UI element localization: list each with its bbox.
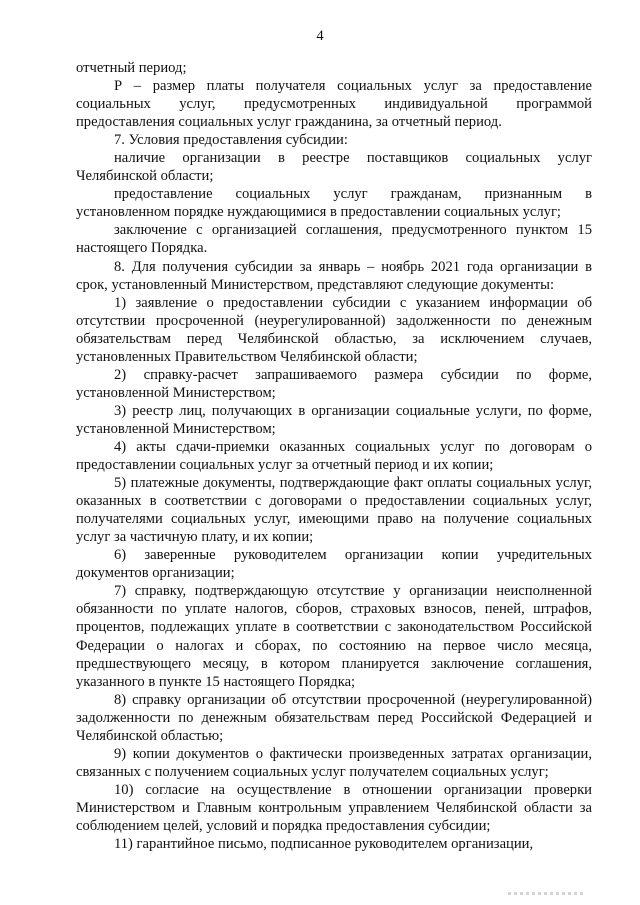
paragraph: Р – размер платы получателя социальных услуг за предоставление социальных услуг, предусмотренных индивидуальной программой предоставления социальных услуг гражданина, за отчетный период. (76, 78, 592, 131)
paragraph: 2) справку-расчет запрашиваемого размера субсидии по форме, установленной Министерством; (76, 366, 592, 401)
paragraph: 7. Условия предоставления субсидии: (114, 132, 348, 149)
paragraph: 7) справку, подтверждающую отсутствие у организации неисполненной обязанности по уплате налогов, сборов, страховых взносов, пеней, штрафов, процентов, подлежащих уплате в соответствии с законодательством Российской Федерации о налогах и сборах, по состоянию на первое число месяца, предшествующего месяцу, в котором планируется заключение соглашения, указанного в пункте 15 настоящего Порядка; (76, 583, 592, 690)
paragraph: 1) заявление о предоставлении субсидии с указанием информации об отсутствии просроченной (неурегулированной) задолженности по денежным обязательствам перед Челябинской областью, за исключением случаев, установленных Правительством Челябинской области; (76, 294, 592, 365)
paragraph: 4) акты сдачи-приемки оказанных социальных услуг по договорам о предоставлении социальных услуг за отчетный период и их копии; (76, 438, 592, 474)
paragraph: 3) реестр лиц, получающих в организации социальные услуги, по форме, установленной Министерством; (76, 402, 592, 437)
paragraph: 10) согласие на осуществление в отношении организации проверки Министерством и Главным контрольным управлением Челябинской области за соблюдением целей, условий и порядка предоставления субсидии; (76, 781, 592, 834)
paragraph: 9) копии документов о фактически произведенных затратах организации, связанных с получением социальных услуг получателем социальных услуг; (76, 745, 592, 780)
scan-artifact (508, 892, 586, 895)
paragraph: 8. Для получения субсидии за январь – ноябрь 2021 года организации в срок, установленный Министерством, представляют следующие документы: (76, 258, 592, 293)
paragraph: 5) платежные документы, подтверждающие факт оплаты социальных услуг, оказанных в соответствии с договорами о предоставлении социальных услуг, получателями социальных услуг, имеющими право на получение социальных услуг за частичную плату, и их копии; (76, 475, 592, 546)
page-number: 4 (316, 28, 324, 44)
paragraph: 11) гарантийное письмо, подписанное руководителем организации, (114, 836, 534, 853)
paragraph: 6) заверенные руководителем организации копии учредительных документов организации; (76, 547, 592, 582)
paragraph: наличие организации в реестре поставщиков социальных услуг Челябинской области; (76, 150, 592, 185)
paragraph: 8) справку организации об отсутствии просроченной (неурегулированной) задолженности по денежным обязательствам перед Российской Федерацией и Челябинской областью; (76, 691, 592, 744)
document-body (76, 59, 592, 853)
paragraph: отчетный период; (76, 60, 187, 76)
paragraph: заключение с организацией соглашения, предусмотренного пунктом 15 настоящего Порядка. (76, 222, 592, 257)
paragraph: предоставление социальных услуг гражданам, признанным в установленном порядке нуждающимися в предоставлении социальных услуг; (76, 186, 592, 221)
